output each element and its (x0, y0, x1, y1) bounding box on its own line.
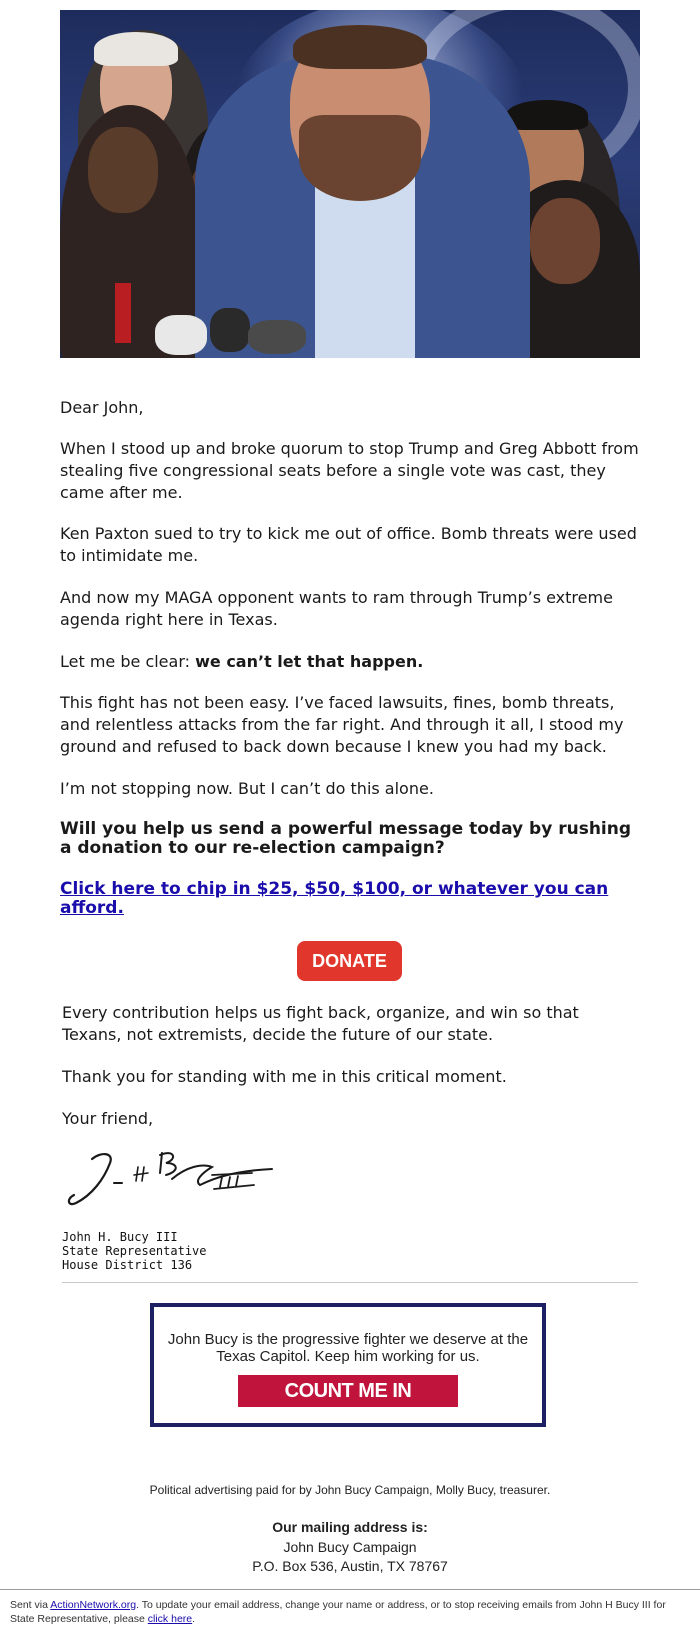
emphasis: we can’t let that happen. (195, 652, 424, 671)
signer-title: State Representative (62, 1244, 207, 1258)
paragraph: Thank you for standing with me in this critical moment. (62, 1067, 507, 1086)
promo-box (150, 1303, 546, 1427)
count-me-in-button[interactable]: COUNT ME IN (238, 1375, 458, 1407)
paragraph: And now my MAGA opponent wants to ram through Trump’s extreme agenda right here in Texas. (60, 588, 613, 629)
paragraph: Every contribution helps us fight back, organize, and win so that Texans, not extremists, decide the future of our state. (62, 1003, 579, 1044)
divider (62, 1282, 638, 1283)
paragraph: I’m not stopping now. But I can’t do this alone. (60, 779, 434, 798)
disclaimer: Political advertising paid for by John Bucy Campaign, Molly Bucy, treasurer. (149, 1483, 551, 1497)
mailing-address: P.O. Box 536, Austin, TX 78767 (252, 1558, 448, 1574)
paragraph (60, 651, 640, 673)
signer-district: House District 136 (62, 1258, 193, 1272)
signature-block (62, 1230, 207, 1272)
microphone-icon (210, 308, 250, 352)
period: . (192, 1613, 196, 1625)
handwritten-signature (62, 1145, 292, 1213)
donation-ask: Will you help us send a powerful message today by rushing a donation to our re-election campaign? (60, 819, 632, 858)
greeting: Dear John, (60, 398, 144, 417)
donate-button[interactable]: DONATE (297, 941, 402, 981)
chip-in-link[interactable]: Click here to chip in $25, $50, $100, or whatever you can afford. (60, 879, 609, 918)
paragraph: Ken Paxton sued to try to kick me out of office. Bomb threats were used to intimidate me. (60, 524, 637, 565)
unsubscribe-text: . To update your email address, change your name or address, or to stop receiving emails from John H Bucy III for State Representative, please (10, 1599, 666, 1625)
mailing-heading: Our mailing address is: (272, 1519, 428, 1535)
paragraph: This fight has not been easy. I’ve faced lawsuits, fines, bomb threats, and relentless attacks from the far right. And through it all, I stood my ground and refused to back down because I knew you had my back. (60, 693, 624, 756)
hero-photo (60, 10, 640, 358)
microphone-icon (155, 315, 207, 355)
mailing-org: John Bucy Campaign (283, 1539, 417, 1555)
paragraph: When I stood up and broke quorum to stop Trump and Greg Abbott from stealing five congressional seats before a single vote was cast, they came after me. (60, 439, 639, 502)
click-here-link[interactable]: click here (147, 1613, 193, 1625)
actionnetwork-link[interactable]: ActionNetwork.org (50, 1599, 137, 1611)
microphone-icon (248, 320, 306, 354)
unsubscribe-bar (0, 1589, 700, 1638)
paragraph-lead: Let me be clear: (60, 652, 196, 671)
closing: Your friend, (62, 1109, 154, 1128)
promo-message: John Bucy is the progressive fighter we deserve at the Texas Capitol. Keep him working for us. (167, 1331, 529, 1365)
sent-via-label: Sent via (10, 1599, 51, 1611)
signer-name: John H. Bucy III (62, 1230, 178, 1244)
